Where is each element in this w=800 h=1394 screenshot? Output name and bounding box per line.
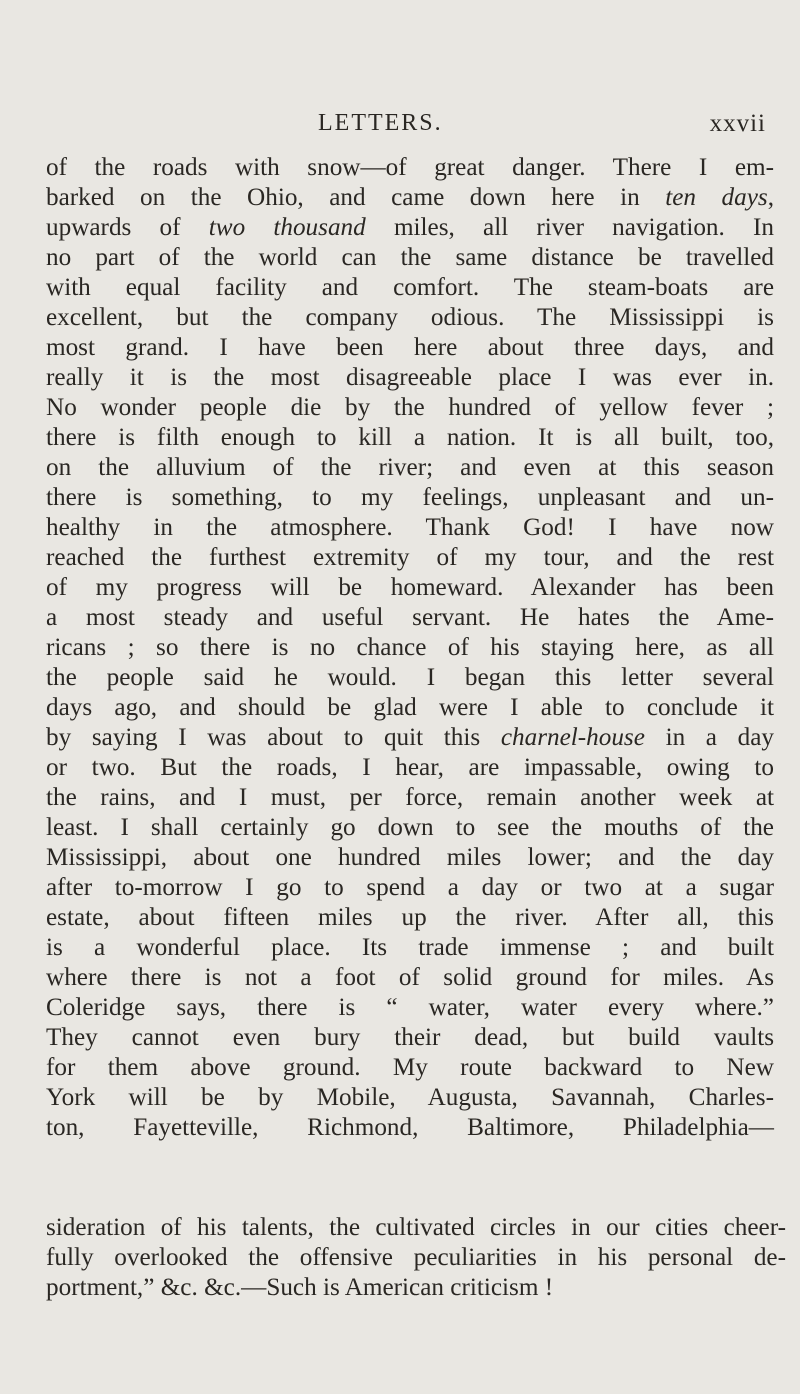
text-line: the rains, and I must, per force, remain another week at — [46, 784, 774, 811]
footnote-line: fully overlooked the offensive peculiarities in his personal de- — [46, 1244, 786, 1271]
text-line: Mississippi, about one hundred miles lower; and the day — [46, 844, 774, 871]
text-line: really it is the most disagreeable place I was ever in. — [46, 364, 774, 391]
page-number: xxvii — [709, 110, 766, 137]
running-title: LETTERS. — [318, 110, 443, 136]
text-line: where there is not a foot of solid ground for miles. As — [46, 964, 774, 991]
text-line: ricans ; so there is no chance of his staying here, as all — [46, 634, 774, 661]
text-line: healthy in the atmosphere. Thank God! I have now — [46, 514, 774, 541]
footnote-line: sideration of his talents, the cultivated circles in our cities cheer- — [46, 1214, 786, 1241]
text-line: the people said he would. I began this letter several — [46, 664, 774, 691]
text-line: for them above ground. My route backward to New — [46, 1054, 774, 1081]
text-line: a most steady and useful servant. He hates the Ame- — [46, 604, 774, 631]
text-line: no part of the world can the same distance be travelled — [46, 244, 774, 271]
text-line: with equal facility and comfort. The steam-boats are — [46, 274, 774, 301]
text-line: after to-morrow I go to spend a day or two at a sugar — [46, 874, 774, 901]
text-line: days ago, and should be glad were I able to conclude it — [46, 694, 774, 721]
text-line: upwards of two thousand miles, all river navigation. In — [46, 214, 774, 241]
text-line: or two. But the roads, I hear, are impassable, owing to — [46, 754, 774, 781]
text-line: Coleridge says, there is “ water, water every where.” — [46, 994, 774, 1021]
footnote — [46, 1213, 786, 1303]
text-line: barked on the Ohio, and came down here in ten days, — [46, 184, 774, 211]
text-line: on the alluvium of the river; and even at this season — [46, 454, 774, 481]
text-line: is a wonderful place. Its trade immense ; and built — [46, 934, 774, 961]
text-line: ton, Fayetteville, Richmond, Baltimore, Philadelphia— — [46, 1114, 774, 1141]
text-line: of the roads with snow—of great danger. There I em- — [46, 154, 774, 181]
text-line: They cannot even bury their dead, but build vaults — [46, 1024, 774, 1051]
running-head — [0, 110, 800, 144]
text-line: No wonder people die by the hundred of yellow fever ; — [46, 394, 774, 421]
text-line: excellent, but the company odious. The Mississippi is — [46, 304, 774, 331]
letter-body — [46, 153, 774, 1143]
text-line: least. I shall certainly go down to see the mouths of the — [46, 814, 774, 841]
text-line: estate, about fifteen miles up the river. After all, this — [46, 904, 774, 931]
text-line: there is filth enough to kill a nation. It is all built, too, — [46, 424, 774, 451]
text-line: there is something, to my feelings, unpleasant and un- — [46, 484, 774, 511]
footnote-line: portment,” &c. &c.—Such is American criticism ! — [46, 1274, 554, 1301]
text-line: York will be by Mobile, Augusta, Savannah, Charles- — [46, 1084, 774, 1111]
text-line: reached the furthest extremity of my tour, and the rest — [46, 544, 774, 571]
text-line: of my progress will be homeward. Alexander has been — [46, 574, 774, 601]
text-line: most grand. I have been here about three days, and — [46, 334, 774, 361]
text-line: by saying I was about to quit this charnel-house in a day — [46, 724, 775, 751]
